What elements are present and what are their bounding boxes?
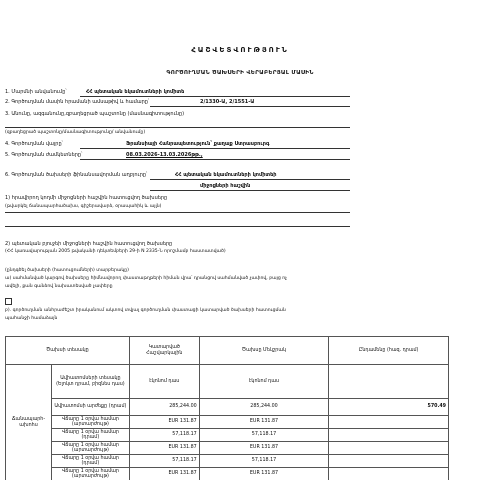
class-actual: էկոնոմ դաս: [199, 365, 329, 399]
row-label: Վճարը 1 օրվա համար (դրամ): [51, 455, 129, 468]
item5-label: 5. Գործուղման ժամկետները՝: [5, 152, 83, 158]
note-line1: (ընդգծել ծախսերի (հատուցումների) տարբերակը): [5, 268, 129, 273]
row-actual: EUR 131.87: [199, 468, 329, 480]
col-header-total: Ընդամենը (հազ. դրամ): [329, 337, 449, 365]
row-calculated: EUR 131.87: [129, 442, 199, 455]
item4-label: 4. Գործուղման վայրը՝: [5, 141, 63, 147]
item3-label: 3. Անունը, ազգանունը,զբաղեցրած պաշտոնը (մասնագիտությունը): [5, 111, 185, 117]
sub1-underline2: [5, 226, 350, 227]
row-total: [329, 429, 449, 442]
row-label: Ավիատոմսի արժեքը (դրամ): [51, 399, 129, 416]
class-calculated: էկոնոմ դաս: [129, 365, 199, 399]
expense-table: [5, 336, 449, 480]
row-actual: 285,244.00: [199, 399, 329, 416]
item5-underline: [80, 159, 350, 160]
note-line5: պահանջի համաձայն: [5, 316, 58, 321]
sub1-hint: (թվարկել ճանապարհածախս, գիշերավարձ, օրապահիկ և այլն): [5, 204, 162, 209]
row-total: [329, 468, 449, 480]
row-total: 570.49: [329, 399, 449, 416]
group-label-travel: Ճանապարհ- ախոհս: [6, 365, 52, 480]
row-calculated: EUR 131.87: [129, 468, 199, 480]
table-row: [6, 416, 449, 429]
unit-label: Ավիատոմսերի տեսակը (Ելոկտ դրամ, բիզնես դաս): [51, 365, 129, 399]
table-row: [6, 429, 449, 442]
row-calculated: 57,118.17: [129, 455, 199, 468]
sub2-hint: (ՀՀ կառավարության 2005 թվականի դեկտեմբերի 29-ի N 2335-Ն որոշմամբ հաստատված): [5, 249, 226, 254]
item2-value: 2/1330-Ա, 2/1551-Ա: [200, 99, 255, 105]
row-actual: EUR 131.87: [199, 442, 329, 455]
note-line3: ավելի, քան գանձով նախատեսված չափերը: [5, 284, 113, 289]
item6-underline1: [150, 179, 350, 180]
item4-underline: [80, 148, 350, 149]
item6-underline2: [150, 190, 350, 191]
table-row: [6, 399, 449, 416]
sub1-label: 1) հրավիրող կողմի միջոցների հաշվին հատուցվող ծախսերը: [5, 195, 168, 201]
sub1-underline1: [5, 212, 350, 213]
row-label: Վճարը 1 օրվա համար (արտարժույթ): [51, 468, 129, 480]
class-total: [329, 365, 449, 399]
sub2-label: 2) պետական բյուջեի միջոցների հաշվին հատուցվող ծախսերը: [5, 241, 173, 247]
item1-underline: [80, 96, 350, 97]
row-calculated: EUR 131.87: [129, 416, 199, 429]
col-header-expense-type: Ծախսի տեսակը: [6, 337, 130, 365]
option-b-checkbox[interactable]: [5, 298, 12, 305]
item6-label: 6. Գործուղման ծախսերի ֆինանսավորման աղբյուրը՝: [5, 172, 148, 178]
item1-label: 1. Մարմնի անվանումը՝: [5, 89, 67, 95]
row-label: Վճարը 1 օրվա համար (արտարժույթ): [51, 442, 129, 455]
item1-value: ՀՀ պետական եկամուտների կոմիտե: [86, 89, 185, 95]
col-header-actual: Ծախսը Մեկշրակ: [199, 337, 329, 365]
row-actual: EUR 131.87: [199, 416, 329, 429]
table-row: [6, 442, 449, 455]
item3-underline: [5, 127, 350, 128]
table-row: [6, 455, 449, 468]
item4-value: Ֆրանսիայի Հանրապետություն՝ քաղաք Ստրասբուրգ: [126, 141, 270, 147]
item5-value: 08.03.2026-13.03.2026թթ.,: [126, 152, 203, 158]
col-header-calculated: Կատարված Հաշվարկային: [129, 337, 199, 365]
row-actual: 57,118.17: [199, 429, 329, 442]
document-subtitle: ԳՈՐԾՈՒՂՄԱՆ ԾԱԽՍԵՐԻ ՎԵՐԱԲԵՐՅԱԼ ՄԱՍԻՆ: [166, 70, 314, 76]
item3-hint: (զբաղեցրած պաշտոնը/մասնագիտությունը/ անվանումը): [5, 130, 146, 135]
row-actual: 57,118.17: [199, 455, 329, 468]
document-title: ՀԱՇՎԵՏՎՈՒԹՅՈՒՆ: [191, 46, 289, 54]
item6-value-line2: միջոցների հաշվին: [200, 183, 251, 189]
row-label: Վճարը 1 օրվա համար (արտարժույթ): [51, 416, 129, 429]
item2-underline: [150, 106, 350, 107]
row-total: [329, 442, 449, 455]
row-calculated: 285,244.00: [129, 399, 199, 416]
item2-label: 2. Գործուղման մասին հրամանի ամսաթիվ և համարը՝: [5, 99, 150, 105]
row-total: [329, 455, 449, 468]
row-total: [329, 416, 449, 429]
row-label: Վճարը 1 օրվա համար (դրամ): [51, 429, 129, 442]
table-row: [6, 468, 449, 480]
row-calculated: 57,118.17: [129, 429, 199, 442]
item6-value-line1: ՀՀ պետական եկամուտների կոմիտեի: [175, 172, 277, 178]
note-line4: բ). գործուղման անհրաժեշտ իրականում ակտով տվյալ գործուղման փաստացի կատարված ծախսերի հատուցման: [5, 308, 286, 313]
note-line2: ա) սահմանված կարգով ծախսերը հիմնավորող փաստաթղթերի հիման վրա՝ դրանցով սահմանված չափով, բայց ոչ: [5, 276, 288, 281]
